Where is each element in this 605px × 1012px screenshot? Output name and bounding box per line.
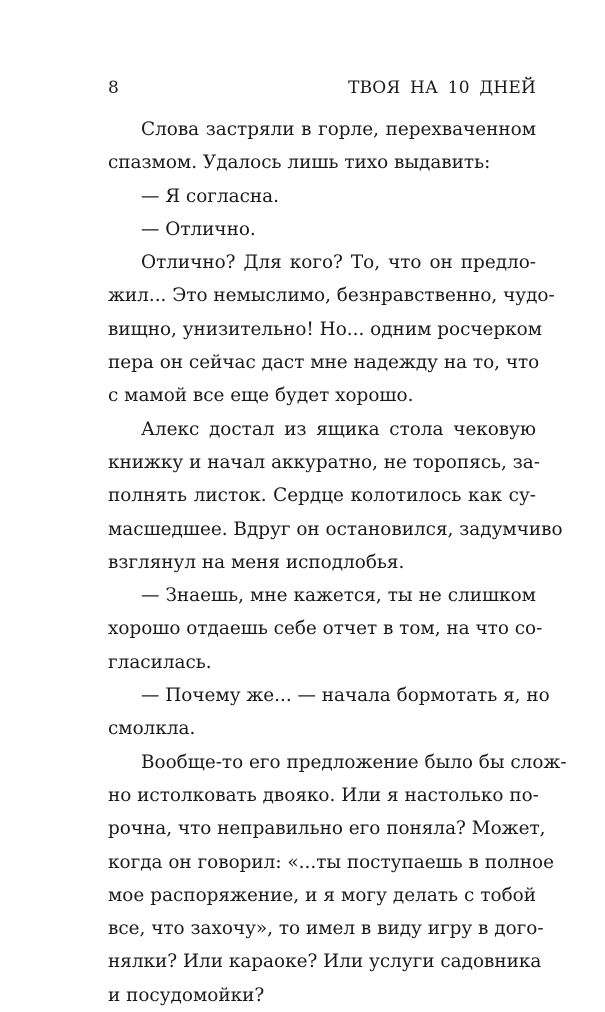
text-line: Алекс достал из ящика стола чековую: [141, 418, 536, 440]
paragraph: [108, 213, 536, 246]
paragraph: [108, 746, 567, 1012]
text-line: взглянул на меня исподлобья.: [108, 551, 405, 573]
text-line: Отлично? Для кого? То, что он предло-: [141, 252, 536, 274]
text-line: — Знаешь, мне кажется, ты не слишком: [141, 585, 536, 607]
text-line: — Почему же... — начала бормотать я, но: [141, 685, 550, 707]
text-line: полнять листок. Сердце колотилось как су-: [108, 485, 536, 507]
text-line: все, что захочу», то имел в виду игру в дого-: [108, 918, 544, 940]
text-line: Вообще-то его предложение было бы слож-: [141, 751, 567, 773]
text-line: вищно, унизительно! Но... одним росчерком: [108, 318, 543, 340]
paragraph: [108, 246, 555, 412]
text-line: нялки? Или караоке? Или услуги садовника: [108, 951, 542, 973]
text-line: Слова застряли в горле, перехваченном: [141, 119, 536, 140]
text-line: — Отлично.: [141, 218, 256, 240]
paragraph: [108, 180, 536, 213]
paragraph: [108, 113, 536, 180]
text-line: рочна, что неправильно его поняла? Может,: [108, 818, 546, 840]
paragraph: [108, 413, 563, 579]
page-header: [108, 76, 536, 100]
text-line: пера он сейчас даст мне надежду на то, что: [108, 352, 540, 374]
text-line: спазмом. Удалось лишь тихо выдавить:: [108, 152, 491, 174]
body-text: [108, 113, 567, 1012]
text-line: и посудомойки?: [108, 984, 265, 1006]
text-line: гласилась.: [108, 651, 212, 673]
text-line: смолкла.: [108, 718, 196, 740]
text-line: — Я согласна.: [141, 185, 279, 207]
text-line: хорошо отдаешь себе отчет в том, на что со-: [108, 618, 543, 640]
paragraph: [108, 679, 550, 746]
paragraph: [108, 579, 543, 679]
text-line: книжку и начал аккуратно, не торопясь, за-: [108, 451, 540, 473]
page-number: 8: [108, 78, 119, 98]
text-line: масшедшее. Вдруг он остановился, задумчиво: [108, 518, 563, 540]
running-title: ТВОЯ НА 10 ДНЕЙ: [348, 78, 536, 98]
text-line: но истолковать двояко. Или я настолько по-: [108, 784, 539, 806]
text-line: когда он говорил: «...ты поступаешь в полное: [108, 851, 554, 873]
text-line: с мамой все еще будет хорошо.: [108, 385, 414, 407]
text-line: мое распоряжение, и я могу делать с тобой: [108, 884, 536, 906]
text-line: жил... Это немыслимо, безнравственно, чудо-: [108, 285, 555, 307]
